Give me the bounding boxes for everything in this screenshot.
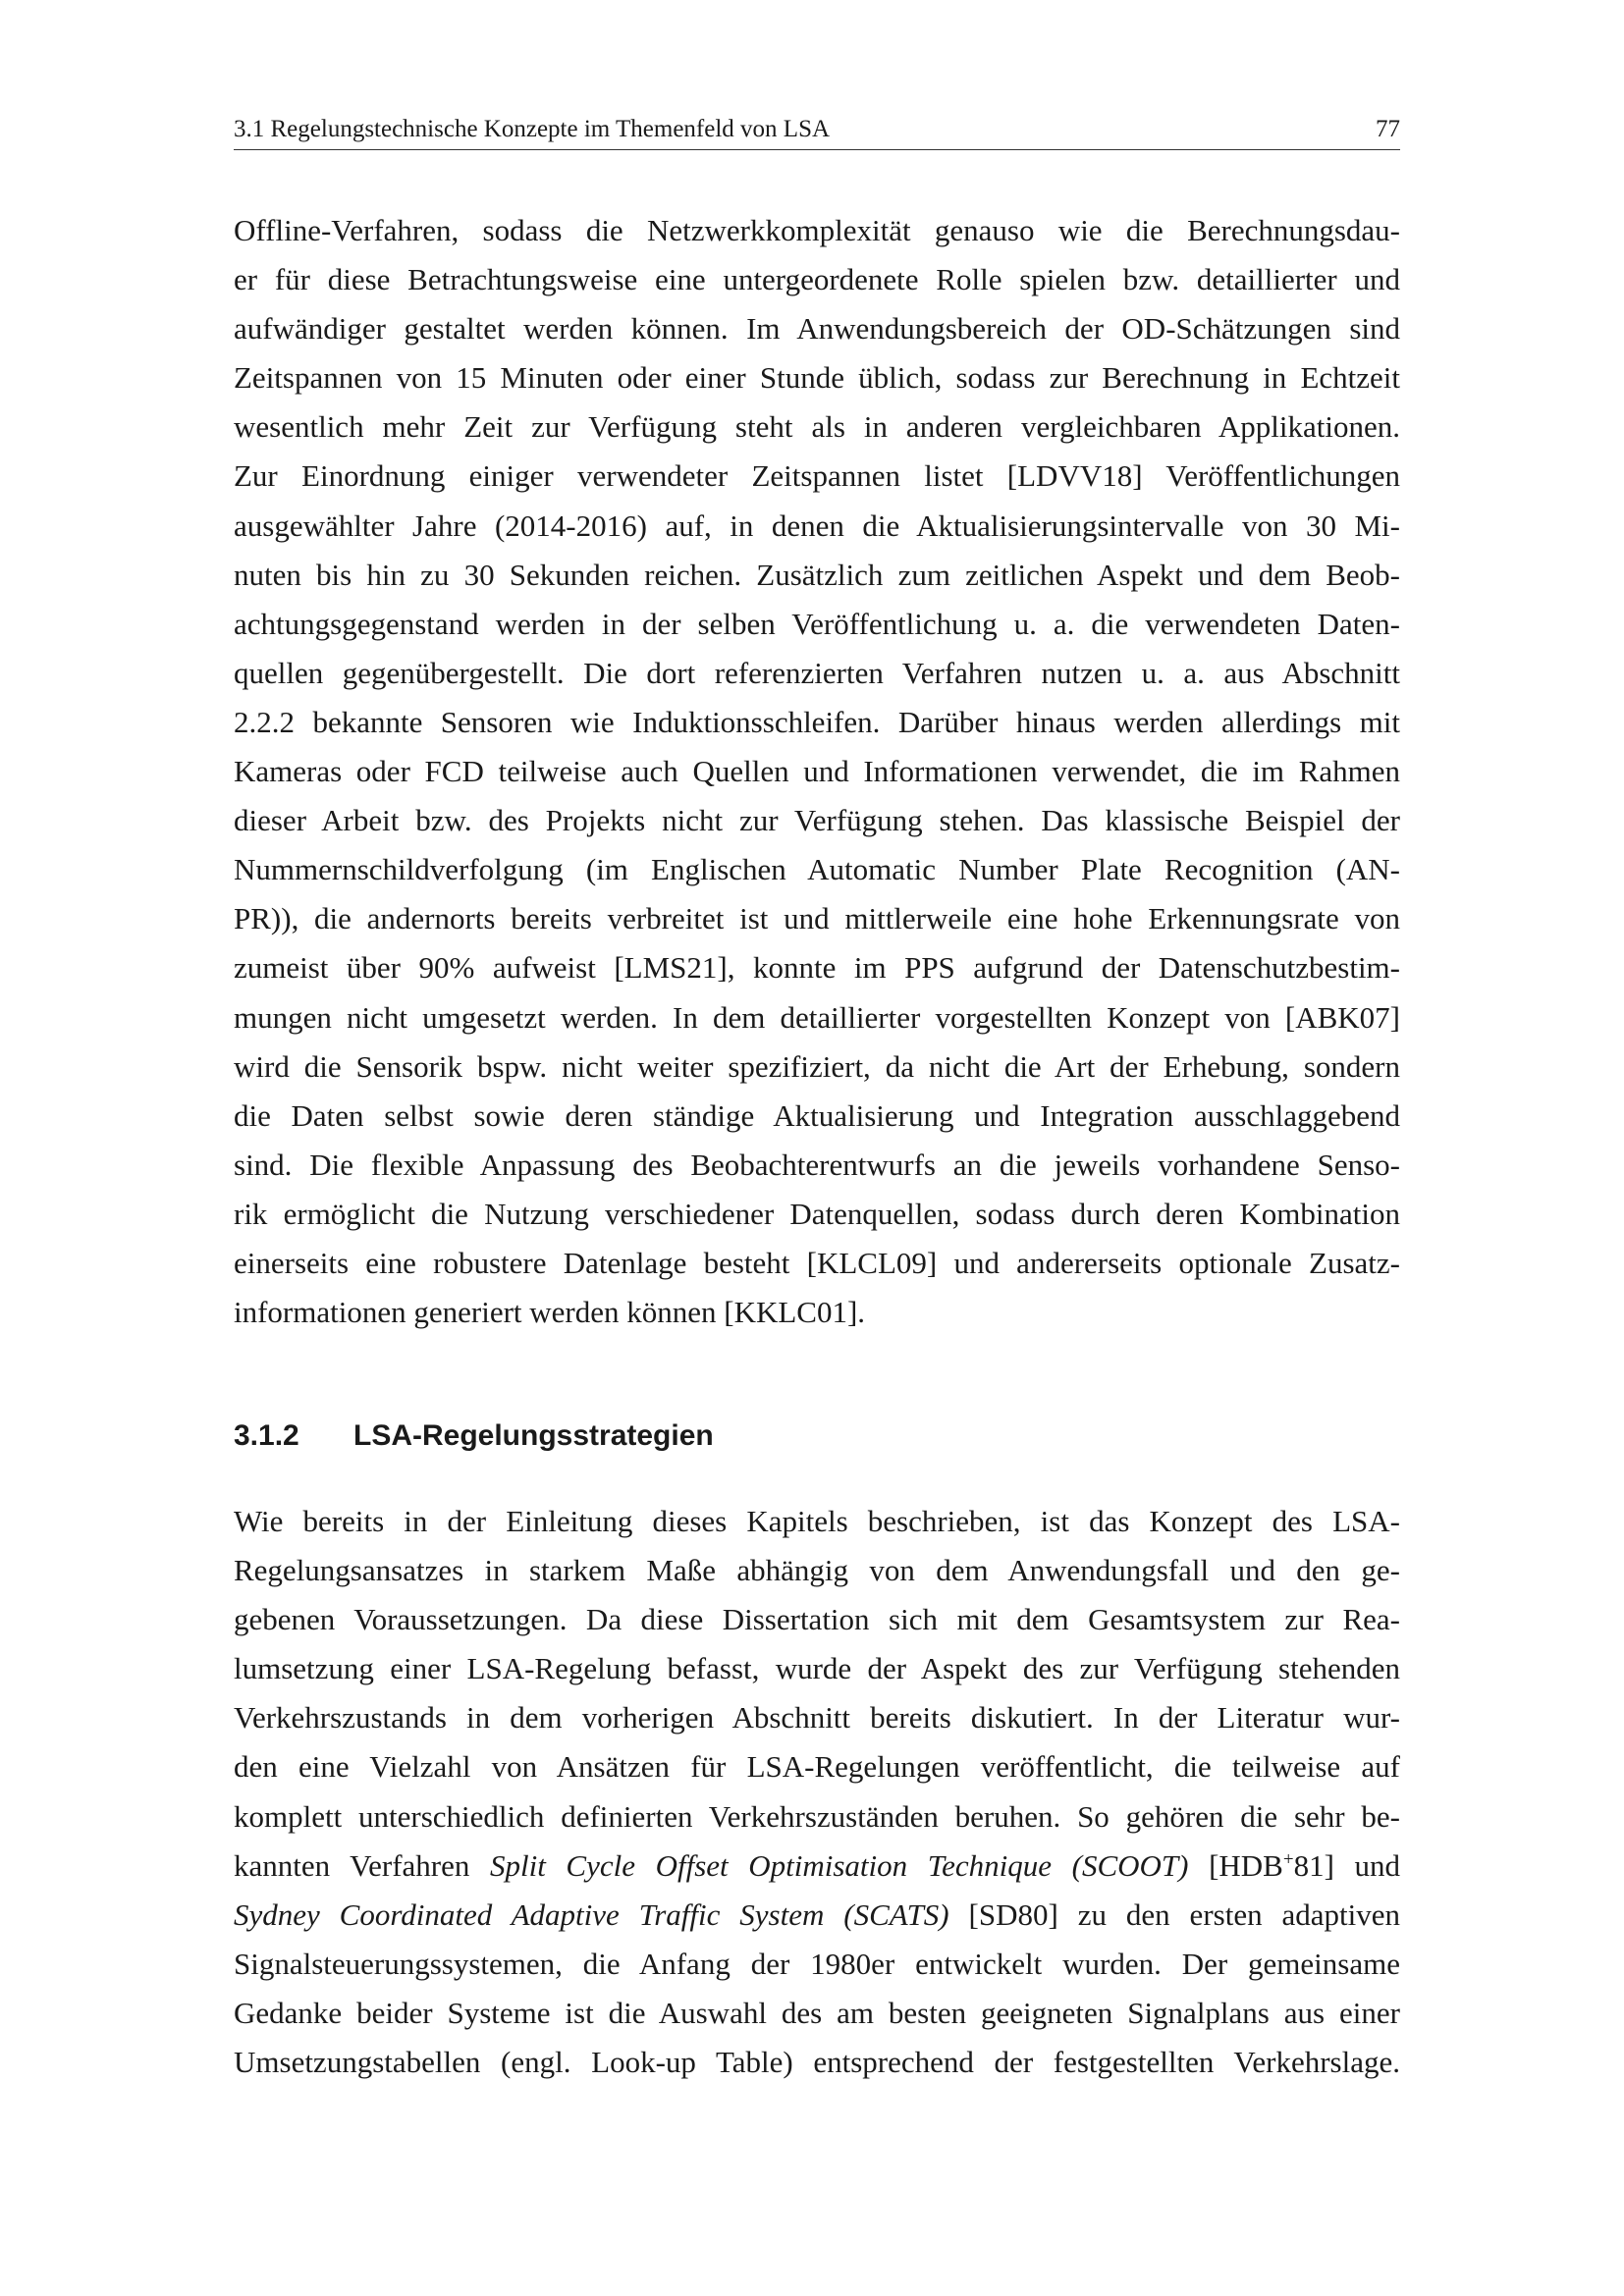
paragraph-lsa-regelungsstrategien [234, 1497, 1400, 2087]
text-line: Kameras oder FCD teilweise auch Quellen und Informationen verwendet, die im Rahmen [234, 754, 1400, 789]
running-header [234, 110, 1400, 150]
text-line: den eine Vielzahl von Ansätzen für LSA-Regelungen veröffentlicht, die teilweise auf [234, 1749, 1400, 1785]
text-line: wird die Sensorik bspw. nicht weiter spezifiziert, da nicht die Art der Erhebung, sondern [234, 1048, 1400, 1084]
text-line: Zur Einordnung einiger verwendeter Zeitspannen listet [LDVV18] Veröffentlichungen [234, 458, 1400, 494]
text-line: mungen nicht umgesetzt werden. In dem detaillierter vorgestellten Konzept von [ABK07] [234, 999, 1400, 1035]
paragraph-ofline-verfahren [234, 206, 1400, 1337]
text-line: gebenen Voraussetzungen. Da diese Dissertation sich mit dem Gesamtsystem zur Rea- [234, 1602, 1400, 1637]
section-title: LSA-Regelungsstrategien [353, 1419, 714, 1452]
text-line: ausgewählter Jahre (2014-2016) auf, in denen die Aktualisierungsintervalle von 30 Mi- [234, 507, 1400, 543]
text-line-scoot [234, 1842, 1400, 1891]
text-line: Nummernschildverfolgung (im Englischen Automatic Number Plate Recognition (AN- [234, 852, 1400, 887]
text-line: aufwändiger gestaltet werden können. Im Anwendungsbereich der OD-Schätzungen sind [234, 311, 1400, 347]
text-line: quellen gegenübergestellt. Die dort referenzierten Verfahren nutzen u. a. aus Abschnitt [234, 655, 1400, 690]
header-section-title: 3.1 Regelungstechnische Konzepte im Themenfeld von LSA [234, 116, 831, 142]
text-line: Signalsteuerungssystemen, die Anfang der 1980er entwickelt wurden. Der gemeinsame [234, 1946, 1400, 1981]
text-line: informationen generiert werden können [KKLC01]. [234, 1295, 866, 1330]
scoot-title: Split Cycle Offset Optimisation Technique (SCOOT) [489, 1847, 1189, 1883]
text-line: Offline-Verfahren, sodass die Netzwerkkomplexität genauso wie die Berechnungsdau- [234, 213, 1400, 247]
text-line: sind. Die flexible Anpassung des Beobachterentwurfs an die jeweils vorhandene Senso- [234, 1147, 1400, 1182]
section-number: 3.1.2 [234, 1419, 299, 1452]
text-line: die Daten selbst sowie deren ständige Aktualisierung und Integration ausschlaggebend [234, 1097, 1400, 1133]
page-number: 77 [1376, 116, 1400, 142]
text-line: PR)), die andernorts bereits verbreitet ist und mittlerweile eine hohe Erkennungsrate von [234, 901, 1400, 936]
scats-title: Sydney Coordinated Adaptive Traffic System (SCATS) [234, 1896, 949, 1932]
text-fragment: [SD80] zu den ersten adaptiven [948, 1896, 1400, 1932]
text-line: 2.2.2 bekannte Sensoren wie Induktionsschleifen. Darüber hinaus werden allerdings mit [234, 704, 1400, 739]
citation-superscript: + [1282, 1848, 1294, 1870]
text-line: wesentlich mehr Zeit zur Verfügung steht als in anderen vergleichbaren Applikationen. [234, 409, 1400, 445]
text-line-scats [234, 1891, 1400, 1940]
text-line: einerseits eine robustere Datenlage besteht [KLCL09] und andererseits optionale Zusatz- [234, 1245, 1400, 1280]
citation-hdb: [HDB [1188, 1847, 1283, 1883]
text-fragment: kannten Verfahren [234, 1847, 490, 1883]
text-line: Umsetzungstabellen (engl. Look-up Table) entsprechend der festgestellten Verkehrslage. [234, 2045, 1400, 2080]
text-fragment: 81] und [1293, 1847, 1401, 1883]
text-line: zumeist über 90% aufweist [LMS21], konnte im PPS aufgrund der Datenschutzbestim- [234, 950, 1400, 986]
text-line: dieser Arbeit bzw. des Projekts nicht zur Verfügung stehen. Das klassische Beispiel der [234, 803, 1400, 838]
text-line: Verkehrszustands in dem vorherigen Abschnitt bereits diskutiert. In der Literatur wur- [234, 1700, 1400, 1735]
text-line: Zeitspannen von 15 Minuten oder einer Stunde üblich, sodass zur Berechnung in Echtzeit [234, 360, 1400, 396]
text-line: rik ermöglicht die Nutzung verschiedener Datenquellen, sodass durch deren Kombination [234, 1196, 1400, 1231]
text-line: achtungsgegenstand werden in der selben Veröffentlichung u. a. die verwendeten Daten- [234, 606, 1400, 641]
text-line: Regelungsansatzes in starkem Maße abhängig von dem Anwendungsfall und den ge- [234, 1553, 1400, 1588]
text-line: lumsetzung einer LSA-Regelung befasst, wurde der Aspekt des zur Verfügung stehenden [234, 1651, 1400, 1686]
text-line: er für diese Betrachtungsweise eine untergeordenete Rolle spielen bzw. detaillierter und [234, 262, 1400, 297]
text-line: nuten bis hin zu 30 Sekunden reichen. Zusätzlich zum zeitlichen Aspekt und dem Beob- [234, 557, 1400, 592]
text-line: Gedanke beider Systeme ist die Auswahl des am besten geeigneten Signalplans aus einer [234, 1995, 1400, 2030]
text-line: komplett unterschiedlich definierten Verkehrszuständen beruhen. So gehören die sehr be- [234, 1798, 1400, 1834]
text-line: Wie bereits in der Einleitung dieses Kapitels beschrieben, ist das Konzept des LSA- [234, 1504, 1400, 1538]
section-heading [234, 1416, 714, 1456]
